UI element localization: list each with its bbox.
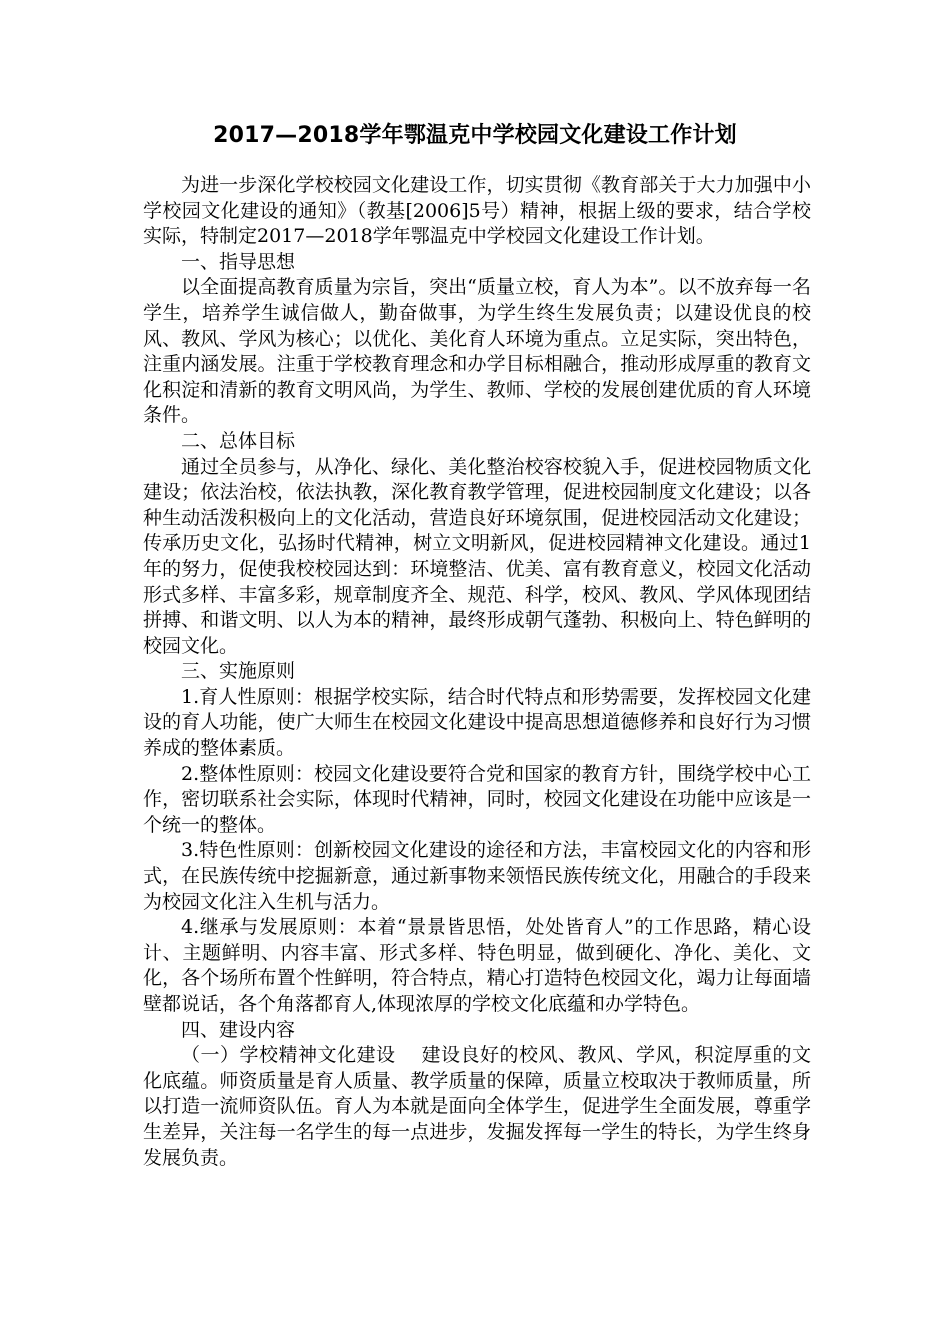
section-heading-overall-goals: 二、总体目标 (181, 429, 296, 452)
principle-item-1: 1.育人性原则：根据学校实际，结合时代特点和形势需要，发挥校园文化建设的育人功能，使广大师生在校园文化建设中提高思想道德修养和良好行为习惯养成的整体素质。 (143, 685, 811, 760)
principle-item-2: 2.整体性原则：校园文化建设要符合党和国家的教育方针，围绕学校中心工作，密切联系社会实际，体现时代精神，同时，校园文化建设在功能中应该是一个统一的整体。 (143, 762, 811, 836)
section-heading-construction-content: 四、建设内容 (181, 1018, 296, 1041)
document-body (143, 173, 811, 1171)
principle-item-3: 3.特色性原则：创新校园文化建设的途径和方法，丰富校园文化的内容和形式，在民族传统中挖掘新意，通过新事物来领悟民族传统文化，用融合的手段来为校园文化注入生机与活力。 (143, 839, 811, 913)
section-heading-principles: 三、实施原则 (181, 660, 296, 683)
intro-paragraph: 为进一步深化学校校园文化建设工作，切实贯彻《教育部关于大力加强中小学校园文化建设的通知》（教基[2006]5号）精神，根据上级的要求，结合学校实际，特制定2017—2018学年鄂温克中学校园文化建设工作计划。 (143, 174, 811, 248)
spiritual-culture-paragraph: （一）学校精神文化建设 建设良好的校风、教风、学风，积淀厚重的文化底蕴。师资质量是育人质量、教学质量的保障，质量立校取决于教师质量，所以打造一流师资队伍。育人为本就是面向全体学生，促进学生全面发展，尊重学生差异，关注每一名学生的每一点进步，发掘发挥每一学生的特长，为学生终身发展负责。 (143, 1044, 811, 1169)
guiding-ideology-paragraph: 以全面提高教育质量为宗旨，突出“质量立校，育人为本”。以不放弃每一名学生，培养学生诚信做人，勤奋做事，为学生终生发展负责；以建设优良的校风、教风、学风为核心；以优化、美化育人环境为重点。立足实际，突出特色，注重内涵发展。注重于学校教育理念和办学目标相融合，推动形成厚重的教育文化积淀和清新的教育文明风尚，为学生、教师、学校的发展创建优质的育人环境条件。 (143, 276, 811, 427)
principle-item-4: 4.继承与发展原则：本着“景景皆思悟，处处皆育人”的工作思路，精心设计、主题鲜明、内容丰富、形式多样、特色明显，做到硬化、净化、美化、文化，各个场所布置个性鲜明，符合特点，精心打造特色校园文化，竭力让每面墙壁都说话，各个角落都育人,体现浓厚的学校文化底蕴和办学特色。 (143, 916, 811, 1015)
section-heading-guiding-ideology: 一、指导思想 (181, 250, 296, 273)
document-title: 2017—2018学年鄂温克中学校园文化建设工作计划 (213, 123, 737, 148)
overall-goals-paragraph: 通过全员参与，从净化、绿化、美化整治校容校貌入手，促进校园物质文化建设；依法治校，依法执教，深化教育教学管理，促进校园制度文化建设；以各种生动活泼积极向上的文化活动，营造良好环境氛围，促进校园活动文化建设；传承历史文化，弘扬时代精神，树立文明新风，促进校园精神文化建设。通过1年的努力，促使我校校园达到：环境整洁、优美、富有教育意义，校园文化活动形式多样、丰富多彩，规章制度齐全、规范、科学，校风、教风、学风体现团结拼搏、和谐文明、以人为本的精神，最终形成朝气蓬勃、积极向上、特色鲜明的校园文化。 (143, 455, 811, 657)
